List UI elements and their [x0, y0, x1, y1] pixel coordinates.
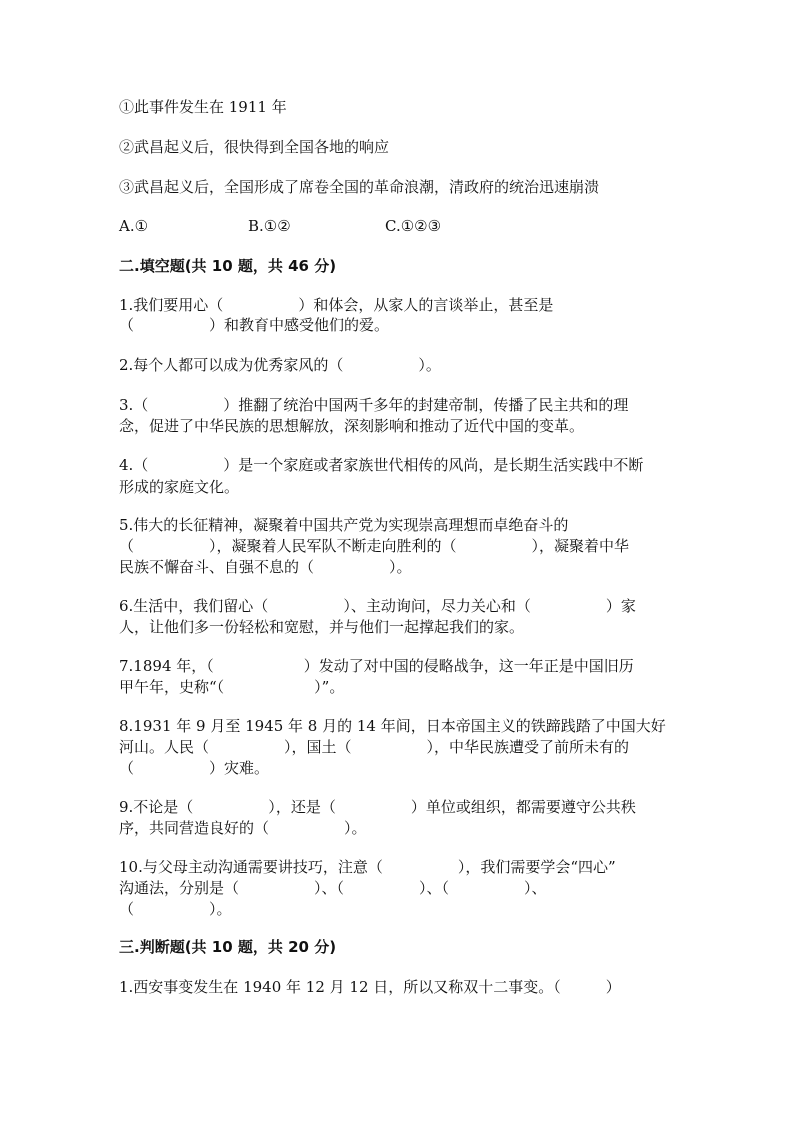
- question-line: 5.伟大的长征精神，凝聚着中国共产党为实现崇高理想而卓绝奋斗的: [119, 516, 569, 534]
- question-line: 7.1894 年，（ ）发动了对中国的侵略战争，这一年正是中国旧历: [119, 657, 634, 675]
- statement-2: ②武昌起义后，很快得到全国各地的响应: [119, 138, 390, 156]
- question-line: 人，让他们多一份轻松和宽慰，并与他们一起撑起我们的家。: [119, 618, 525, 636]
- question-line: 10.与父母主动沟通需要讲技巧，注意（ ），我们需要学会“四心”: [119, 858, 616, 876]
- question-line: （ ），凝聚着人民军队不断走向胜利的（ ），凝聚着中华: [119, 537, 630, 555]
- statement-1: ①此事件发生在 1911 年: [119, 98, 287, 116]
- option-c: C.①②③: [385, 217, 442, 235]
- question-line: （ ）和教育中感受他们的爱。: [119, 316, 390, 334]
- question-line: （ ）。: [119, 900, 232, 918]
- question-line: 甲午年，史称“（ ）”。: [119, 678, 345, 696]
- section-heading-true-false: 三.判断题(共 10 题，共 20 分): [119, 938, 337, 956]
- question-line: 9.不论是（ ），还是（ ）单位或组织，都需要遵守公共秩: [119, 798, 636, 816]
- question-line: （ ）灾难。: [119, 759, 270, 777]
- question-line: 8.1931 年 9 月至 1945 年 8 月的 14 年间，日本帝国主义的铁蹄践踏了中国大好: [119, 717, 666, 735]
- statement-3: ③武昌起义后，全国形成了席卷全国的革命浪潮，清政府的统治迅速崩溃: [119, 178, 600, 196]
- question-line: 念，促进了中华民族的思想解放，深刻影响和推动了近代中国的变革。: [119, 417, 585, 435]
- question-line: 2.每个人都可以成为优秀家风的（ ）。: [119, 356, 441, 374]
- question-line: 序，共同营造良好的（ ）。: [119, 819, 367, 837]
- question-line: 4.（ ）是一个家庭或者家族世代相传的风尚，是长期生活实践中不断: [119, 456, 644, 474]
- question-line: 1.西安事变发生在 1940 年 12 月 12 日，所以又称双十二事变。（ ）: [119, 978, 621, 996]
- question-line: 6.生活中，我们留心（ ）、主动询问，尽力关心和（ ）家: [119, 597, 636, 615]
- section-heading-fill-blank: 二.填空题(共 10 题，共 46 分): [119, 257, 337, 275]
- question-line: 形成的家庭文化。: [119, 478, 240, 496]
- option-a: A.①: [119, 217, 149, 235]
- question-line: 民族不懈奋斗、自强不息的（ ）。: [119, 558, 412, 576]
- question-line: 1.我们要用心（ ）和体会，从家人的言谈举止，甚至是: [119, 296, 554, 314]
- question-line: 河山。人民（ ），国土（ ），中华民族遭受了前所未有的: [119, 738, 630, 756]
- question-line: 沟通法，分别是（ ）、（ ）、（ ）、: [119, 879, 547, 897]
- exam-page: [119, 0, 679, 1123]
- option-b: B.①②: [248, 217, 291, 235]
- question-line: 3.（ ）推翻了统治中国两千多年的封建帝制，传播了民主共和的理: [119, 396, 629, 414]
